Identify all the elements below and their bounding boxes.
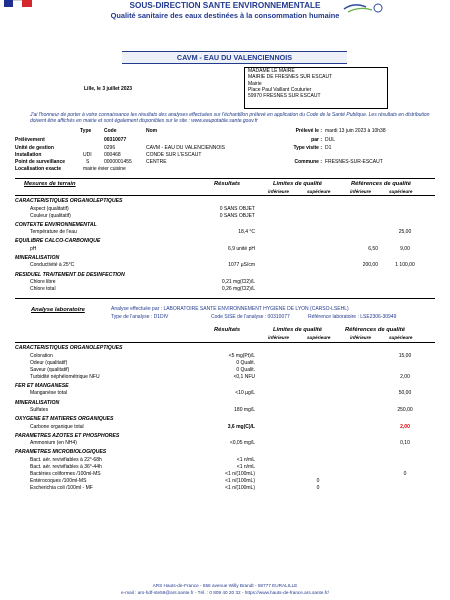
commune-value: FRESNES-SUR-ESCAUT — [325, 159, 383, 165]
result-value: <1 n/mL — [236, 463, 255, 470]
address-line: MAIRIE DE FRESNES SUR ESCAUT — [248, 74, 333, 81]
parameter-label: Coloration — [30, 352, 53, 359]
col-code-header: Code — [104, 128, 117, 134]
section-heading: EQUILIBRE CALCO-CARBONIQUE — [15, 238, 101, 245]
parameter-label: pH — [30, 245, 37, 252]
parameter-label: Entérocoques /100ml-MS — [30, 478, 87, 485]
terrain-header-rule — [15, 195, 435, 196]
parameter-label: Odeur (qualitatif) — [30, 359, 68, 366]
limit-superior: 0 — [316, 485, 320, 492]
labo-resultats-header: Résultats — [214, 327, 241, 333]
parameter-label: Couleur (qualitatif) — [30, 212, 71, 219]
section-heading: FER ET MANGANESE — [15, 382, 69, 389]
header-subtitle: Qualité sanitaire des eaux destinées à la consommation humaine — [110, 11, 340, 20]
footer-address: ARS Hauts-de-France - 556 avenue Willy Brandt - 59777 EURALILLE — [152, 583, 298, 588]
result-value: <1 n/(100mL) — [225, 471, 255, 477]
prelevement-code: 00310077 — [104, 137, 127, 143]
labo-header-rule — [15, 342, 435, 343]
parameter-label: Température de l'eau — [30, 229, 77, 236]
visite-label: Type visite : — [293, 145, 322, 151]
footer-contact: e-mail : ars-hdf-ste59@ars.sante.fr - Tél. : 0 809 40 20 32 - https://www.hauts-de-france.ars.sante.fr/ — [121, 590, 329, 595]
reference-superior: 250,00 — [397, 407, 413, 413]
parameter-label: Ammonium (en NH4) — [30, 440, 77, 447]
intro-text: J'ai l'honneur de porter à votre connaissance les résultats des analyses effectuées sur l'échantillon prélevé en application du Code de la Santé Publique. Les résultats en distribution doivent être affichés en mairie et sont également disponibles sur le site : www.eaupotable.sante.gouv.fr — [30, 112, 430, 125]
terrain-ref-sup: supérieure — [389, 189, 413, 194]
labo-references-header: Références de qualité — [345, 327, 405, 333]
reference-superior: 0,10 — [400, 440, 410, 447]
installation-nom: CONDE SUR L'ESCAUT — [146, 152, 202, 158]
parameter-label: Chlore libre — [30, 279, 56, 285]
reference-superior: 9,00 — [400, 245, 410, 252]
address-line: Place Paul Vaillant Couturier — [248, 86, 312, 93]
parameter-label: Aspect (qualitatif) — [30, 205, 69, 212]
parameter-label: Turbidité néphélométrique NFU — [30, 373, 100, 380]
reference-inferior: 200,00 — [362, 262, 378, 269]
terrain-limites-header: Limites de qualité — [273, 181, 322, 187]
result-value: <1 n/(100mL) — [225, 478, 255, 485]
par-label: par : — [311, 137, 322, 143]
terrain-top-rule — [15, 178, 435, 179]
parameter-label: Manganèse total — [30, 390, 67, 397]
section-heading: PARAMETRES MICROBIOLOGIQUES — [15, 449, 107, 456]
result-value: <1 n/mL — [236, 456, 255, 463]
section-heading: CARACTERISTIQUES ORGANOLEPTIQUES — [15, 345, 123, 351]
result-value: 0 Qualit. — [236, 359, 255, 366]
section-heading: PARAMETRES AZOTES ET PHOSPHORES — [15, 432, 120, 439]
installation-label: Installation — [15, 152, 42, 158]
section-heading: CONTEXTE ENVIRONNEMENTAL — [15, 221, 97, 228]
parameter-label: Bact. aér. revivifiables à 36°-44h — [30, 463, 102, 470]
labo-code-sise: Code SISE de l'analyse : 00310077 — [211, 314, 290, 320]
header-title: SOUS-DIRECTION SANTE ENVIRONNEMENTALE — [129, 1, 321, 10]
result-value: 0,26 mg(Cl2)/L — [221, 286, 255, 293]
commune-label: Commune : — [294, 159, 322, 165]
parameter-label: Bactéries coliformes /100ml-MS — [30, 471, 101, 477]
terrain-references-header: Références de qualité — [351, 181, 411, 187]
col-type-header: Type — [80, 128, 92, 134]
reference-inferior: 6,50 — [368, 245, 378, 252]
result-value: 180 mg/L — [234, 407, 255, 413]
reference-superior: 15,00 — [398, 352, 412, 359]
section-heading: OXYGENE ET MATIERES ORGANIQUES — [15, 416, 114, 423]
reference-superior: 25,00 — [398, 229, 412, 236]
result-value: <0,1 NFU — [233, 373, 255, 380]
terrain-ref-inf: inférieure — [350, 189, 371, 194]
reference-superior: 1 100,00 — [395, 262, 415, 269]
parameter-label: Chlore total — [30, 286, 56, 293]
address-line: Mairie — [248, 80, 262, 87]
installation-code: 000468 — [104, 152, 121, 158]
loc-value: mairie évier cuisine — [83, 166, 126, 172]
labo-limites-header: Limites de qualité — [273, 327, 322, 333]
result-value: <10 µg/L — [235, 390, 255, 397]
unite-code: 0296 — [104, 145, 116, 151]
recipient-address — [244, 67, 388, 109]
date-line: Lille, le 3 juillet 2023 — [84, 86, 133, 92]
parameter-label: Bact. aér. revivifiables à 22°-68h — [30, 456, 102, 463]
preleve-value: mardi 13 juin 2023 à 10h38 — [325, 128, 386, 134]
terrain-title: Mesures de terrain — [24, 181, 76, 187]
labo-ref-inf: inférieure — [350, 335, 371, 340]
result-value: <0,05 mg/L — [229, 440, 255, 447]
point-label: Point de surveillance — [15, 159, 66, 165]
result-value: 0 SANS OBJET — [219, 205, 255, 212]
par-value: DUL — [325, 137, 336, 143]
labo-type-analyse: Type de l'analyse : D1DIV — [111, 314, 169, 320]
labo-limite-inf: inférieure — [268, 335, 289, 340]
title-band-label: CAVM - EAU DU VALENCIENNOIS — [176, 53, 293, 62]
limit-superior: 0 — [316, 478, 320, 485]
installation-type: UDI — [83, 152, 92, 158]
labo-title: Analyse laboratoire — [31, 307, 85, 313]
result-value: 0 Qualit. — [236, 366, 255, 373]
point-type: S — [86, 159, 90, 165]
result-value: 0,21 mg(Cl2)/L — [221, 279, 255, 285]
parameter-label: Saveur (qualitatif) — [30, 366, 70, 373]
title-band — [122, 51, 347, 64]
reference-superior: 50,00 — [398, 390, 412, 397]
result-value: 6,9 unité pH — [228, 245, 255, 252]
reference-superior: 0 — [403, 471, 407, 477]
result-value: 3,6 mg(C)/L — [227, 423, 255, 430]
labo-ref-sup: supérieure — [389, 335, 413, 340]
address-line: MADAME LE MAIRE — [248, 68, 295, 74]
point-nom: CENTRE — [146, 159, 167, 165]
terrain-resultats-header: Résultats — [214, 181, 241, 187]
parameter-label: Conductivité à 25°C — [30, 262, 75, 269]
result-value: 1077 µS/cm — [228, 262, 255, 269]
prelevement-label: Prélèvement — [15, 137, 45, 143]
parameter-label: Sulfates — [30, 407, 49, 413]
col-nom-header: Nom — [146, 128, 158, 134]
result-value: <5 mg(Pt)/L — [228, 352, 255, 359]
section-heading: MINERALISATION — [15, 254, 60, 261]
labo-top-rule — [15, 298, 435, 299]
preleve-label: Prélevé le : — [295, 128, 322, 134]
point-code: 0000001455 — [104, 159, 132, 165]
result-value: 0 SANS OBJET — [219, 212, 255, 219]
labo-reference: Référence laboratoire : LSE2306-30949 — [308, 314, 397, 320]
result-value: 18,4 °C — [238, 229, 255, 236]
unite-nom: CAVM - EAU DU VALENCIENNOIS — [146, 145, 225, 151]
section-heading: RESIDUEL TRAITEMENT DE DESINFECTION — [15, 271, 125, 278]
result-value: <1 n/(100mL) — [225, 485, 255, 492]
terrain-limite-sup: supérieure — [307, 189, 331, 194]
section-heading: MINERALISATION — [15, 399, 60, 406]
unite-label: Unité de gestion — [15, 145, 54, 151]
visite-value: D1 — [325, 145, 332, 151]
parameter-label: Carbone organique total — [30, 423, 84, 430]
loc-label: Localisation exacte — [15, 166, 62, 172]
labo-limite-sup: supérieure — [307, 335, 331, 340]
address-line: 59970 FRESNES SUR ESCAUT — [248, 93, 321, 100]
section-heading: CARACTERISTIQUES ORGANOLEPTIQUES — [15, 198, 123, 204]
terrain-limite-inf: inférieure — [268, 189, 289, 194]
parameter-label: Escherichia coli /100ml - MF — [30, 485, 93, 492]
labo-analyse-by: Analyse effectuée par : LABORATOIRE SANTE ENVIRONNEMENT HYGIENE DE LYON (CARSO-LSEHL) — [111, 306, 349, 312]
reference-superior: 2,00 — [400, 373, 410, 380]
reference-superior: 2,00 — [400, 423, 410, 430]
